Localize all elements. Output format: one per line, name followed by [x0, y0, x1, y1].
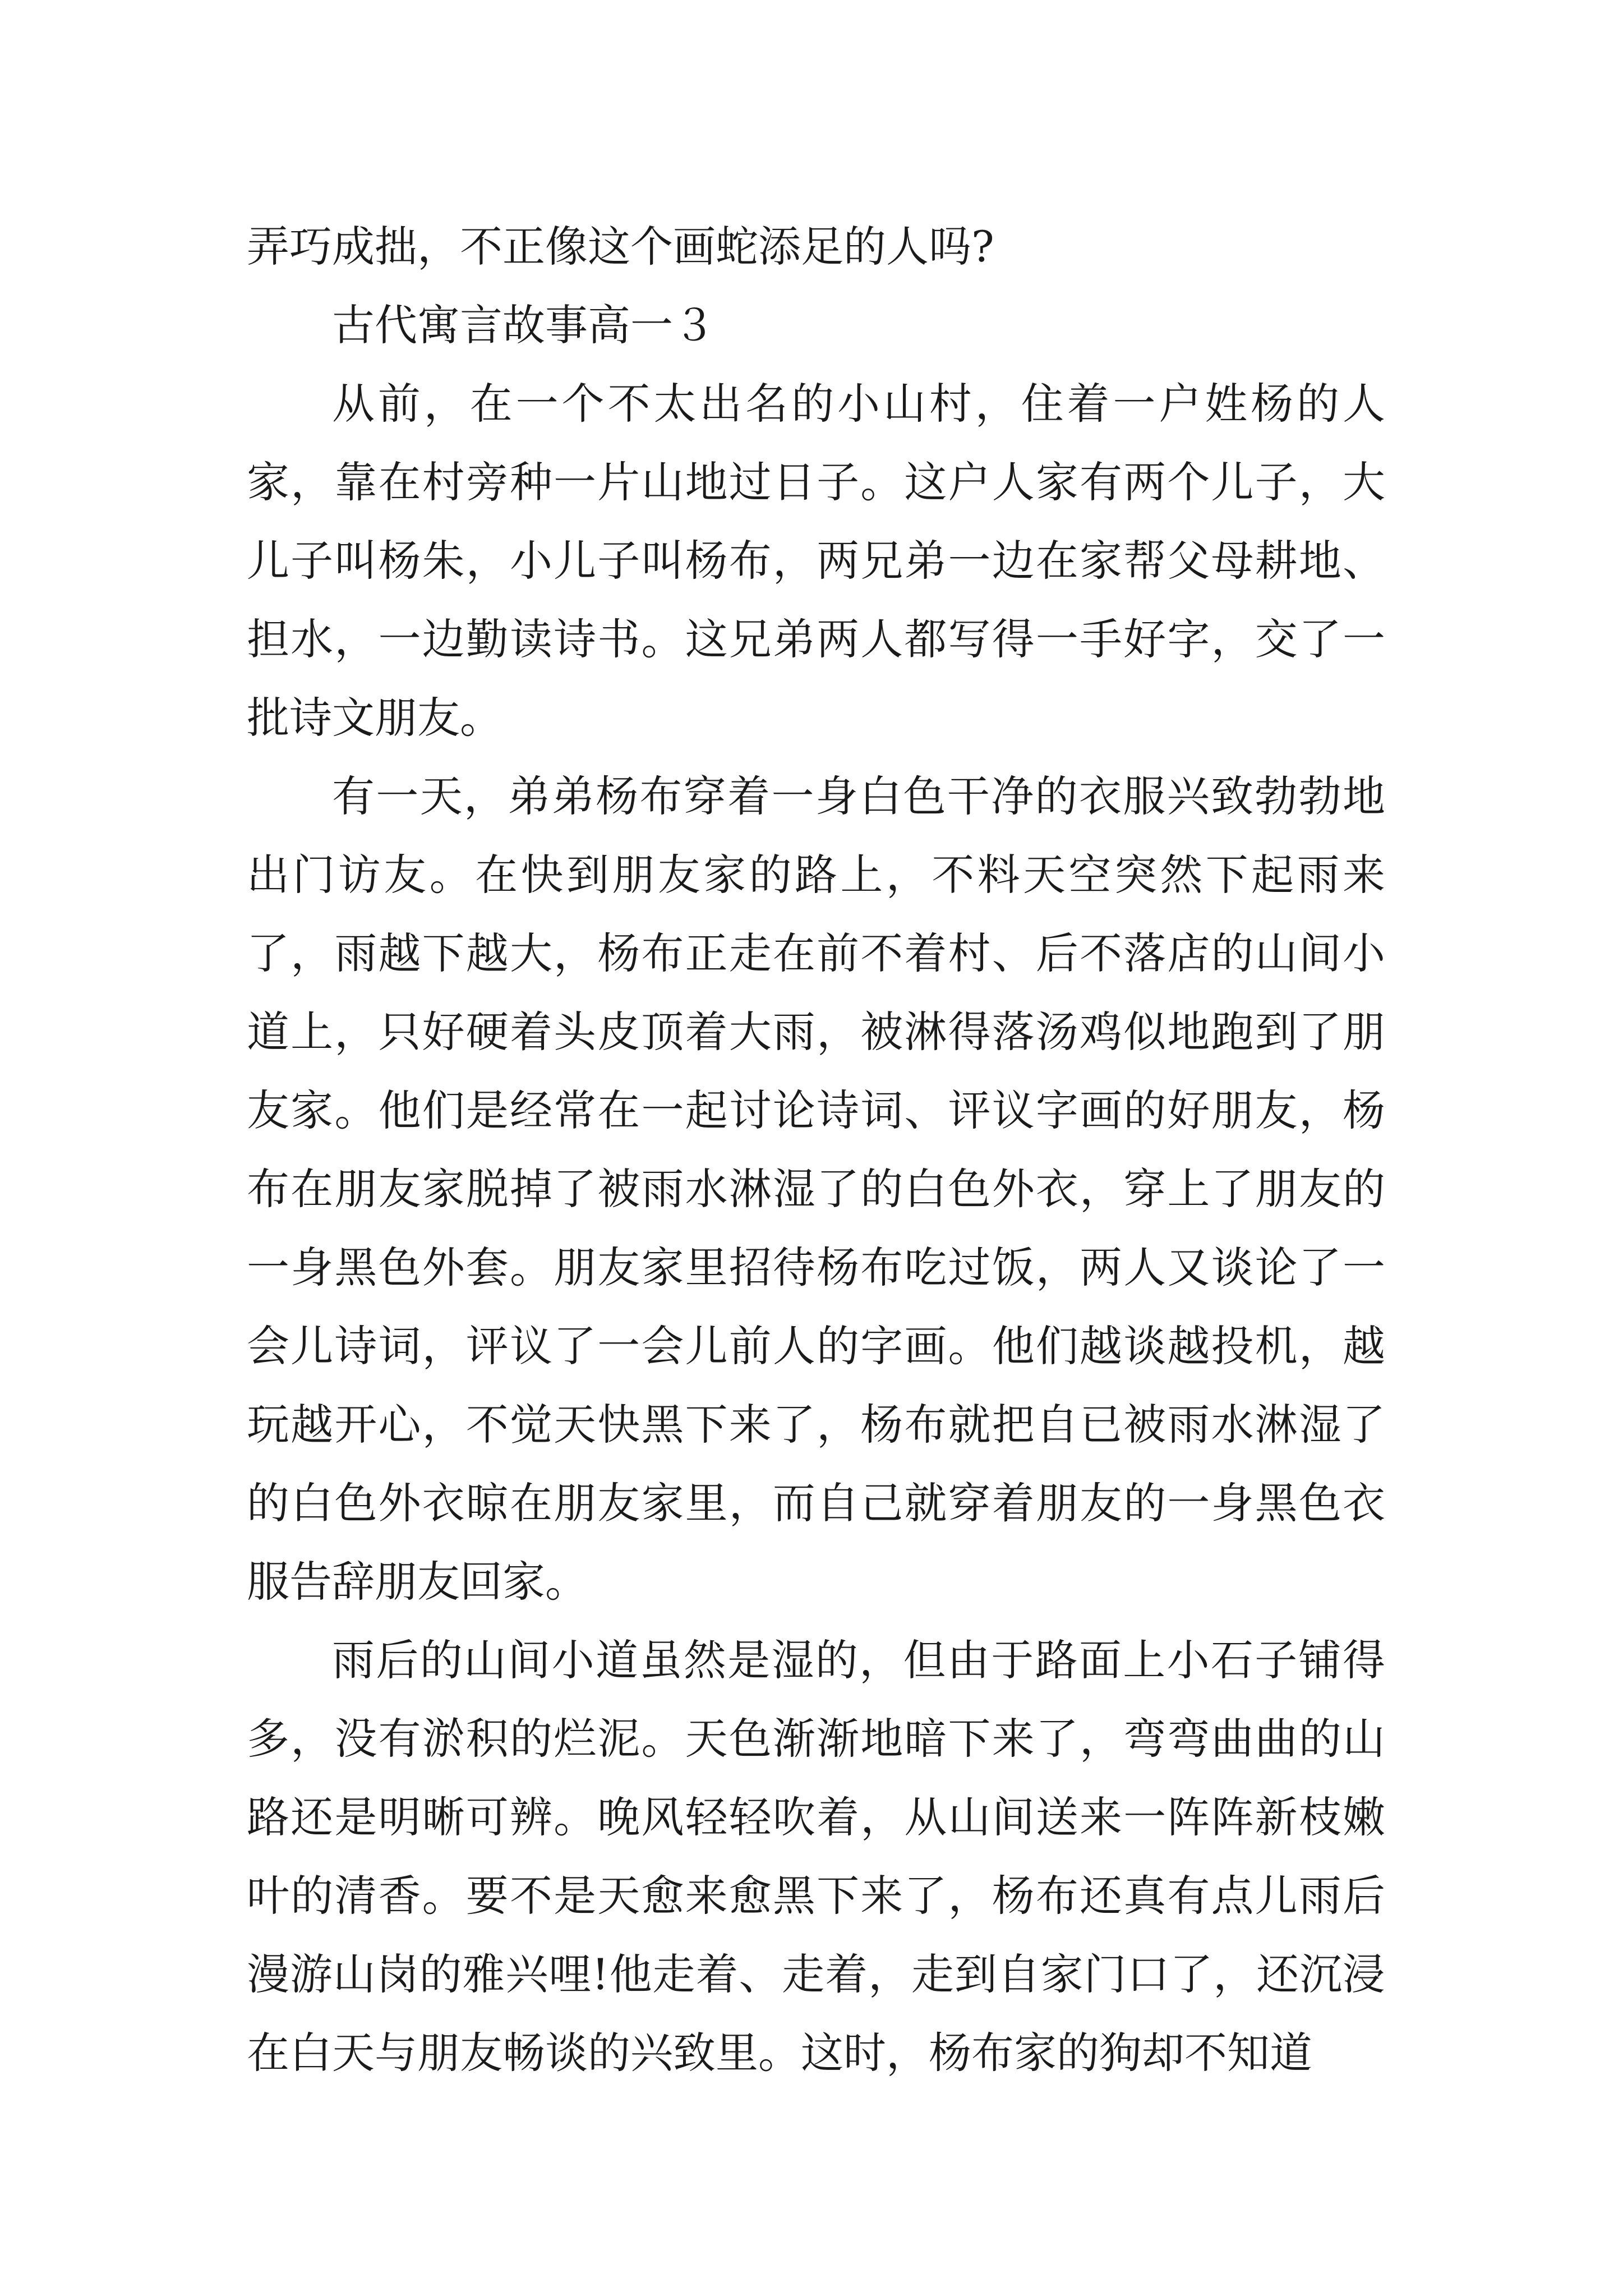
- paragraph-intro: 从前，在一个不太出名的小山村，住着一户姓杨的人家，靠在村旁种一片山地过日子。这户人家有两个儿子，大儿子叫杨朱，小儿子叫杨布，两兄弟一边在家帮父母耕地、担水，一边勤读诗书。这兄弟两人都写得一手好字，交了一批诗文朋友。: [247, 379, 1385, 743]
- paragraph-continuation: 弄巧成拙，不正像这个画蛇添足的人吗?: [247, 222, 994, 272]
- document-body: [247, 208, 1385, 2092]
- story-heading: 古代寓言故事高一３: [332, 300, 716, 350]
- paragraph-visit: 有一天，弟弟杨布穿着一身白色干净的衣服兴致勃勃地出门访友。在快到朋友家的路上，不料天空突然下起雨来了，雨越下越大，杨布正走在前不着村、后不落店的山间小道上，只好硬着头皮顶着大雨，被淋得落汤鸡似地跑到了朋友家。他们是经常在一起讨论诗词、评议字画的好朋友，杨布在朋友家脱掉了被雨水淋湿了的白色外衣，穿上了朋友的一身黑色外套。朋友家里招待杨布吃过饭，两人又谈论了一会儿诗词，评议了一会儿前人的字画。他们越谈越投机，越玩越开心，不觉天快黑下来了，杨布就把自已被雨水淋湿了的白色外衣晾在朋友家里，而自己就穿着朋友的一身黑色衣服告辞朋友回家。: [247, 771, 1385, 1607]
- paragraph-return: 雨后的山间小道虽然是湿的，但由于路面上小石子铺得多，没有淤积的烂泥。天色渐渐地暗下来了，弯弯曲曲的山路还是明晰可辨。晚风轻轻吹着，从山间送来一阵阵新枝嫩叶的清香。要不是天愈来愈黑下来了，杨布还真有点儿雨后漫游山岗的雅兴哩!他走着、走着，走到自家门口了，还沉浸在白天与朋友畅谈的兴致里。这时，杨布家的狗却不知道: [247, 1635, 1385, 2078]
